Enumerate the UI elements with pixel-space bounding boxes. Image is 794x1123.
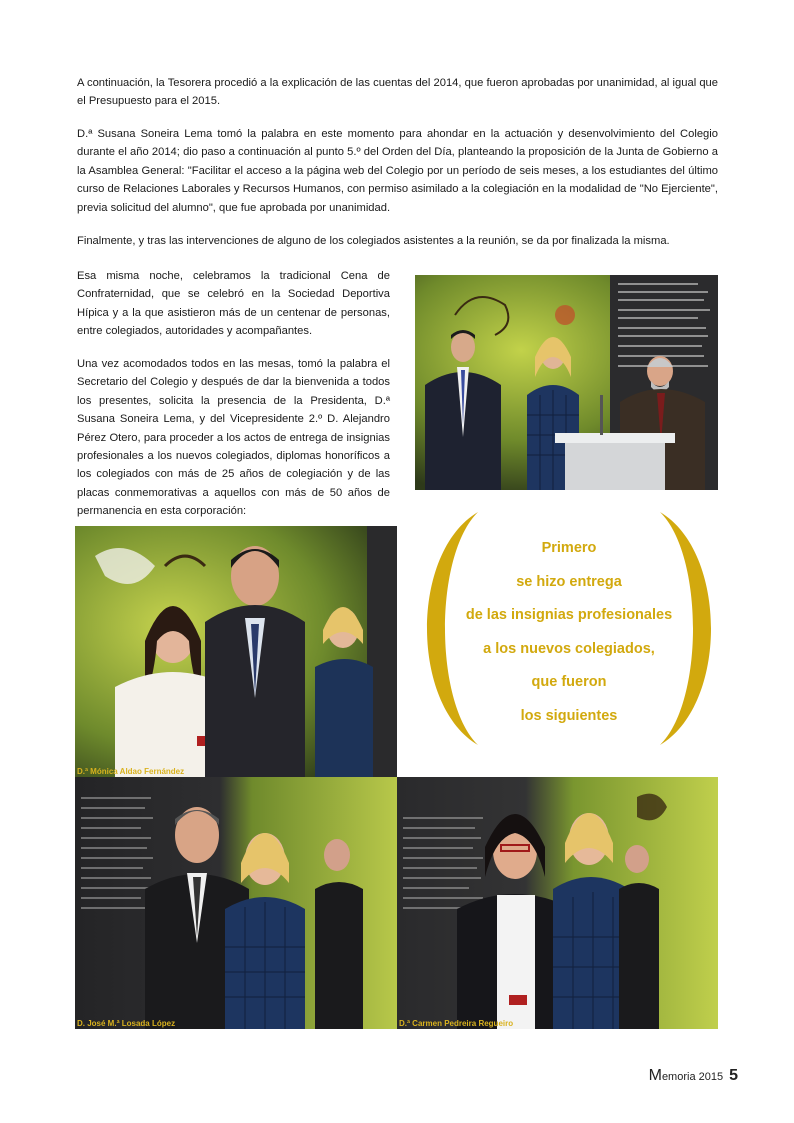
quote-line: Primero [541,540,597,556]
quote-line: los siguientes [520,707,618,724]
quote-line: a los nuevos colegiados, [483,640,655,657]
quote-line: de las insignias profesionales [465,607,673,623]
photo-insignia-1 [75,526,397,777]
pull-quote [420,512,718,745]
paragraph-proposal: D.ª Susana Soneira Lema tomó la palabra en este momento para ahondar en la actuación y desenvolvimiento del Colegio durante el año 2014; dio paso a continuación al punto 5.º del Orden del Día, planteando la proposición de la Junta de Gobierno a la Asamblea General: "Facilitar el acceso a la página web del Colegio por un período de seis meses, a los estudiantes del último curso de Relaciones Laborales y Recursos Humanos, con permiso asimilado a la colegiación en la modalidad de "No Ejerciente", previa solicitud del alumno", que fue aprobada por unanimidad. [77,128,718,214]
photo-caption: D. José M.ª Losada López [77,1019,176,1028]
paragraph-closing: Finalmente, y tras las intervenciones de alguno de los colegiados asistentes a la reunión, se da por finalizada la misma. [77,235,670,247]
photo-caption: D.ª Mónica Aldao Fernández [77,767,185,776]
paragraph-accounts: A continuación, la Tesorera procedió a la explicación de las cuentas del 2014, que fueron aprobadas por unanimidad, al igual que el Presupuesto para el 2015. [77,77,718,108]
footer-initial: M [648,1067,662,1084]
quote-line: se hizo entrega [516,573,622,590]
page-footer [649,1067,738,1085]
paragraph-ceremony: Una vez acomodados todos en las mesas, tomó la palabra el Secretario del Colegio y después de dar la bienvenida a todos los presentes, solicita la presencia de la Presidenta, D.ª Susana Soneira Lema, y del Vicepresidente 2.º D. Alejandro Pérez Otero, para proceder a los actos de entrega de insignias profesionales a los nuevos colegiados, diplomas honoríficos a los colegiados con más de 25 años de colegiación y de las placas conmemorativas a aquellos con más de 50 años de permanencia en esta corporación: [77,358,390,518]
photo-caption: D.ª Carmen Pedreira Regueiro [399,1019,514,1028]
quote-line: que fueron [531,674,607,690]
page-number: 5 [729,1067,738,1084]
photo-insignia-2 [75,777,397,1029]
paragraph-dinner: Esa misma noche, celebramos la tradicional Cena de Confraternidad, que se celebró en la Sociedad Deportiva Hípica y a la que asistieron más de un centenar de personas, entre colegiados, autoridades y acompañantes. [77,270,390,338]
pull-quote-text [420,532,718,733]
photo-insignia-3 [397,777,718,1029]
footer-label: emoria 2015 [661,1071,724,1083]
photo-podium [415,275,718,490]
